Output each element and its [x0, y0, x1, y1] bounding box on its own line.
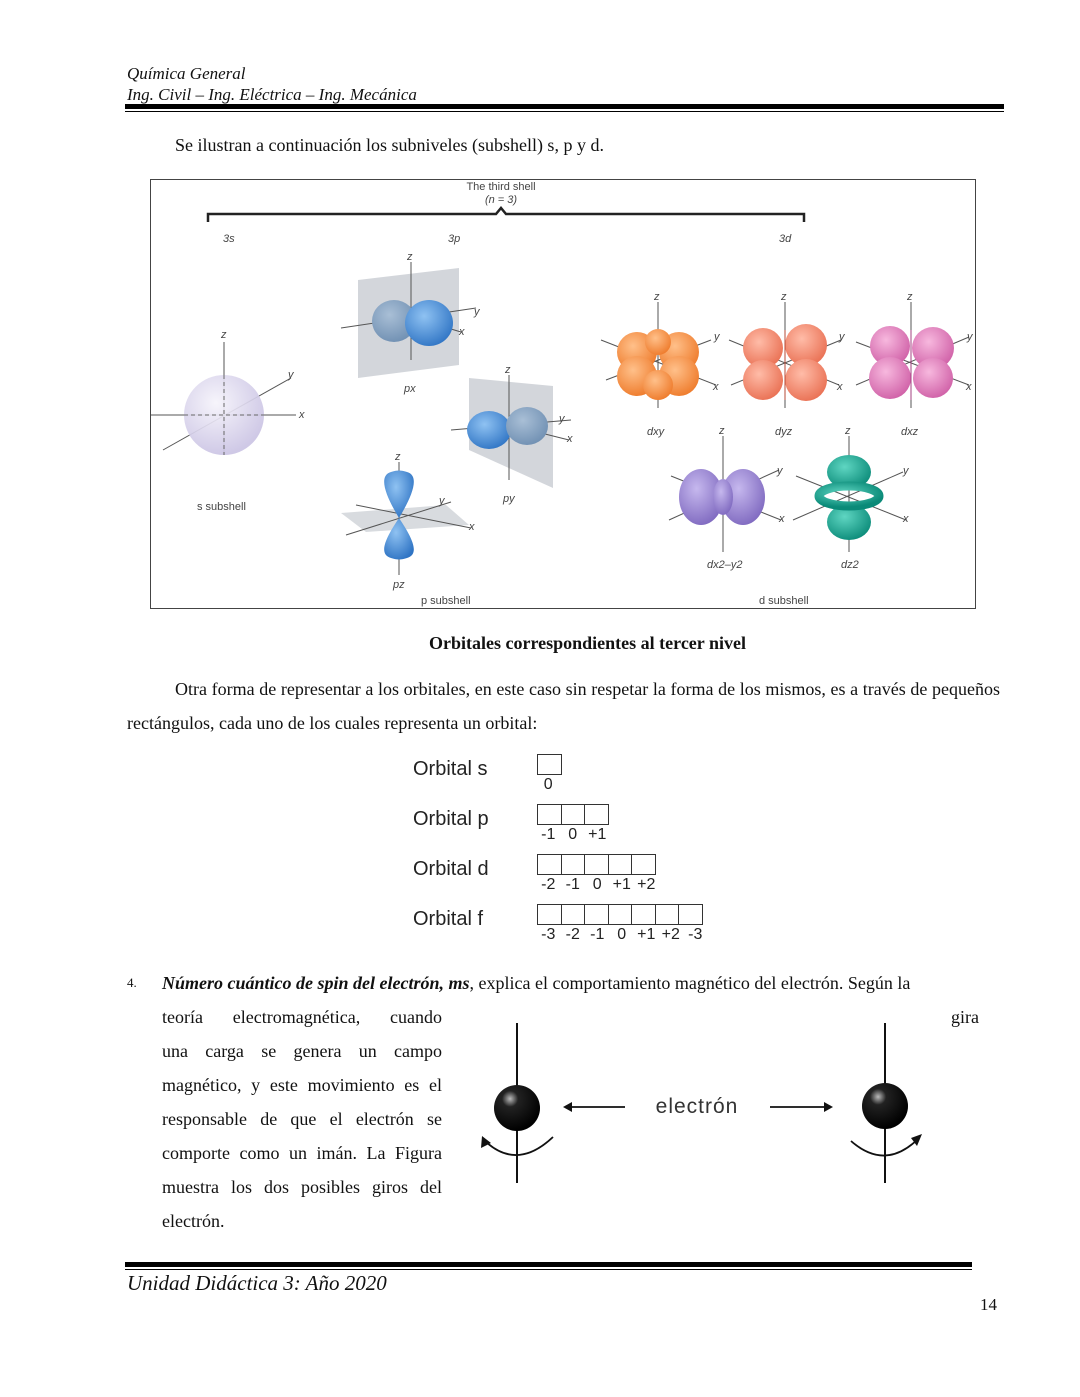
s-orbital — [151, 329, 305, 513]
item4-col-line: electrón. — [162, 1211, 225, 1231]
dz2-axis-y: y — [903, 465, 909, 477]
dz2-axis-x: x — [903, 513, 909, 525]
shell-n: (n = 3) — [484, 194, 518, 206]
orbital-box — [608, 904, 633, 925]
item4-col-line: magnético, y este movimiento es el — [162, 1075, 442, 1095]
py-axis-z: z — [505, 364, 511, 376]
electron-label: electrón — [655, 1095, 739, 1118]
orbital-boxes — [537, 754, 561, 775]
dx2y2-axis-z: z — [719, 425, 725, 437]
dxy-axis-z: z — [654, 291, 660, 303]
col-3p: 3p — [448, 233, 461, 245]
dxy-orbital — [601, 291, 721, 438]
p-subshell-label: p subshell — [421, 595, 471, 607]
orbital-box — [561, 854, 586, 875]
s-subshell-label: s subshell — [197, 501, 246, 513]
px-axis-x: x — [459, 326, 465, 338]
ml-value: 0 — [543, 776, 553, 793]
spin-figure — [465, 1003, 940, 1188]
dyz-orbital — [729, 291, 846, 438]
dxz-axis-y: y — [967, 331, 973, 343]
dz2-label: dz2 — [841, 559, 859, 571]
pz-label: pz — [393, 579, 405, 591]
footer-rule-thick — [125, 1262, 972, 1267]
page-number: 14 — [980, 1295, 997, 1314]
orbital-box — [631, 904, 656, 925]
item4-col-line: una carga se genera un campo — [162, 1041, 442, 1061]
ml-value: +1 — [588, 826, 607, 843]
ml-value: -1 — [590, 926, 605, 943]
orbital-figure-svg — [151, 180, 975, 608]
left-rotation-arrow — [485, 1137, 553, 1155]
col-3s: 3s — [223, 233, 235, 245]
orbital-row-label: Orbital p — [413, 808, 489, 830]
dxy-axis-x: x — [713, 381, 719, 393]
col-3d: 3d — [779, 233, 792, 245]
px-label: px — [404, 383, 416, 395]
left-electron — [494, 1085, 540, 1131]
dxz-axis-z: z — [907, 291, 913, 303]
s-axis-y: y — [288, 369, 294, 381]
item4-rest: , explica el comportamiento magnético del electrón. Según la — [469, 973, 911, 993]
dyz-axis-y: y — [839, 331, 845, 343]
orbital-boxes — [537, 854, 655, 875]
figure-caption: Orbitales correspondientes al tercer nivel — [429, 633, 746, 653]
px-orbital — [341, 251, 481, 395]
orbital-box — [537, 904, 562, 925]
item4-col-line: muestra los dos posibles giros del — [162, 1177, 442, 1197]
item4-gira: gira — [951, 1007, 979, 1027]
s-axis-x: x — [299, 409, 305, 421]
orbital-row-label: Orbital d — [413, 858, 489, 880]
px-axis-y: y — [474, 306, 480, 318]
orbital-figure — [150, 179, 976, 609]
dz2-axis-z: z — [845, 425, 851, 437]
item4-term: Número cuántico de spin del electrón, ms — [162, 973, 470, 993]
s-axis-z: z — [221, 329, 227, 341]
dyz-axis-x: x — [837, 381, 843, 393]
ml-value: 0 — [592, 876, 602, 893]
ml-value: -3 — [541, 926, 556, 943]
orbital-row-label: Orbital s — [413, 758, 488, 780]
ml-value: -2 — [565, 926, 580, 943]
py-axis-x: x — [567, 433, 573, 445]
pz-orbital — [341, 451, 475, 607]
dx2y2-orbital — [669, 425, 785, 571]
dx2y2-axis-x: x — [779, 513, 785, 525]
dxy-label: dxy — [647, 426, 665, 438]
ml-value: -1 — [541, 826, 556, 843]
item4-column — [162, 1000, 442, 1238]
ml-value: 0 — [568, 826, 578, 843]
d-subshell-label: d subshell — [759, 595, 809, 607]
orbital-boxes — [537, 904, 702, 925]
ml-value: +1 — [612, 876, 631, 893]
orbital-box — [537, 804, 562, 825]
footer-unit: Unidad Didáctica 3: Año 2020 — [127, 1271, 387, 1295]
item4-col-line: teoría electromagnética, cuando — [162, 1007, 442, 1027]
dxy-axis-y: y — [714, 331, 720, 343]
header-course: Química General — [127, 64, 246, 83]
orbital-box — [584, 854, 609, 875]
header-rule-thick — [125, 104, 1004, 109]
ml-value: +1 — [637, 926, 656, 943]
item4-first-line — [162, 966, 1000, 1000]
orbital-box — [608, 854, 633, 875]
ml-value: +2 — [637, 876, 656, 893]
orbital-box — [678, 904, 703, 925]
spin-figure-svg — [465, 1003, 940, 1188]
pz-axis-y: y — [439, 495, 445, 507]
dyz-label: dyz — [775, 426, 793, 438]
orbital-box — [537, 754, 562, 775]
ml-values — [536, 876, 659, 894]
ml-value: -2 — [541, 876, 556, 893]
orbital-box — [561, 904, 586, 925]
ml-value: -1 — [565, 876, 580, 893]
ml-values — [536, 776, 561, 794]
dxz-label: dxz — [901, 426, 919, 438]
ml-values — [536, 926, 708, 944]
py-axis-y: y — [559, 413, 565, 425]
orbital-box — [584, 804, 609, 825]
ml-value: 0 — [617, 926, 627, 943]
footer-rule-thin — [125, 1269, 972, 1270]
orbital-box — [537, 854, 562, 875]
dx2y2-axis-y: y — [777, 465, 783, 477]
item-number: 4. — [127, 975, 137, 990]
dz2-orbital — [793, 425, 910, 571]
header-rule-thin — [125, 111, 1004, 112]
right-electron — [862, 1083, 908, 1129]
px-axis-z: z — [407, 251, 413, 263]
ml-value: +2 — [661, 926, 680, 943]
shell-title: The third shell — [466, 181, 536, 193]
item4-col-line: responsable de que el electrón se — [162, 1109, 442, 1129]
ml-value: -3 — [688, 926, 703, 943]
ml-values — [536, 826, 610, 844]
pz-axis-z: z — [395, 451, 401, 463]
orbital-box — [561, 804, 586, 825]
header-programs: Ing. Civil – Ing. Eléctrica – Ing. Mecánica — [127, 85, 417, 104]
orbital-box — [655, 904, 680, 925]
dyz-axis-z: z — [781, 291, 787, 303]
orbital-box — [631, 854, 656, 875]
paragraph-orbital-boxes: Otra forma de representar a los orbitales, en este caso sin respetar la forma de los mismos, es a través de pequeños rectángulos, cada uno de los cuales representa un orbital: — [127, 679, 1000, 733]
orbital-box — [584, 904, 609, 925]
dxz-orbital — [856, 291, 974, 438]
dx2y2-label: dx2–y2 — [707, 559, 743, 571]
py-label: py — [503, 493, 515, 505]
item4-col-line: comporte como un imán. La Figura — [162, 1143, 442, 1163]
py-orbital — [451, 364, 573, 505]
shell-brace — [208, 208, 804, 222]
orbital-row-label: Orbital f — [413, 908, 484, 930]
dxz-axis-x: x — [966, 381, 972, 393]
orbital-boxes — [537, 804, 608, 825]
intro-text: Se ilustran a continuación los subniveles (subshell) s, p y d. — [175, 135, 604, 155]
pz-axis-x: x — [469, 521, 475, 533]
